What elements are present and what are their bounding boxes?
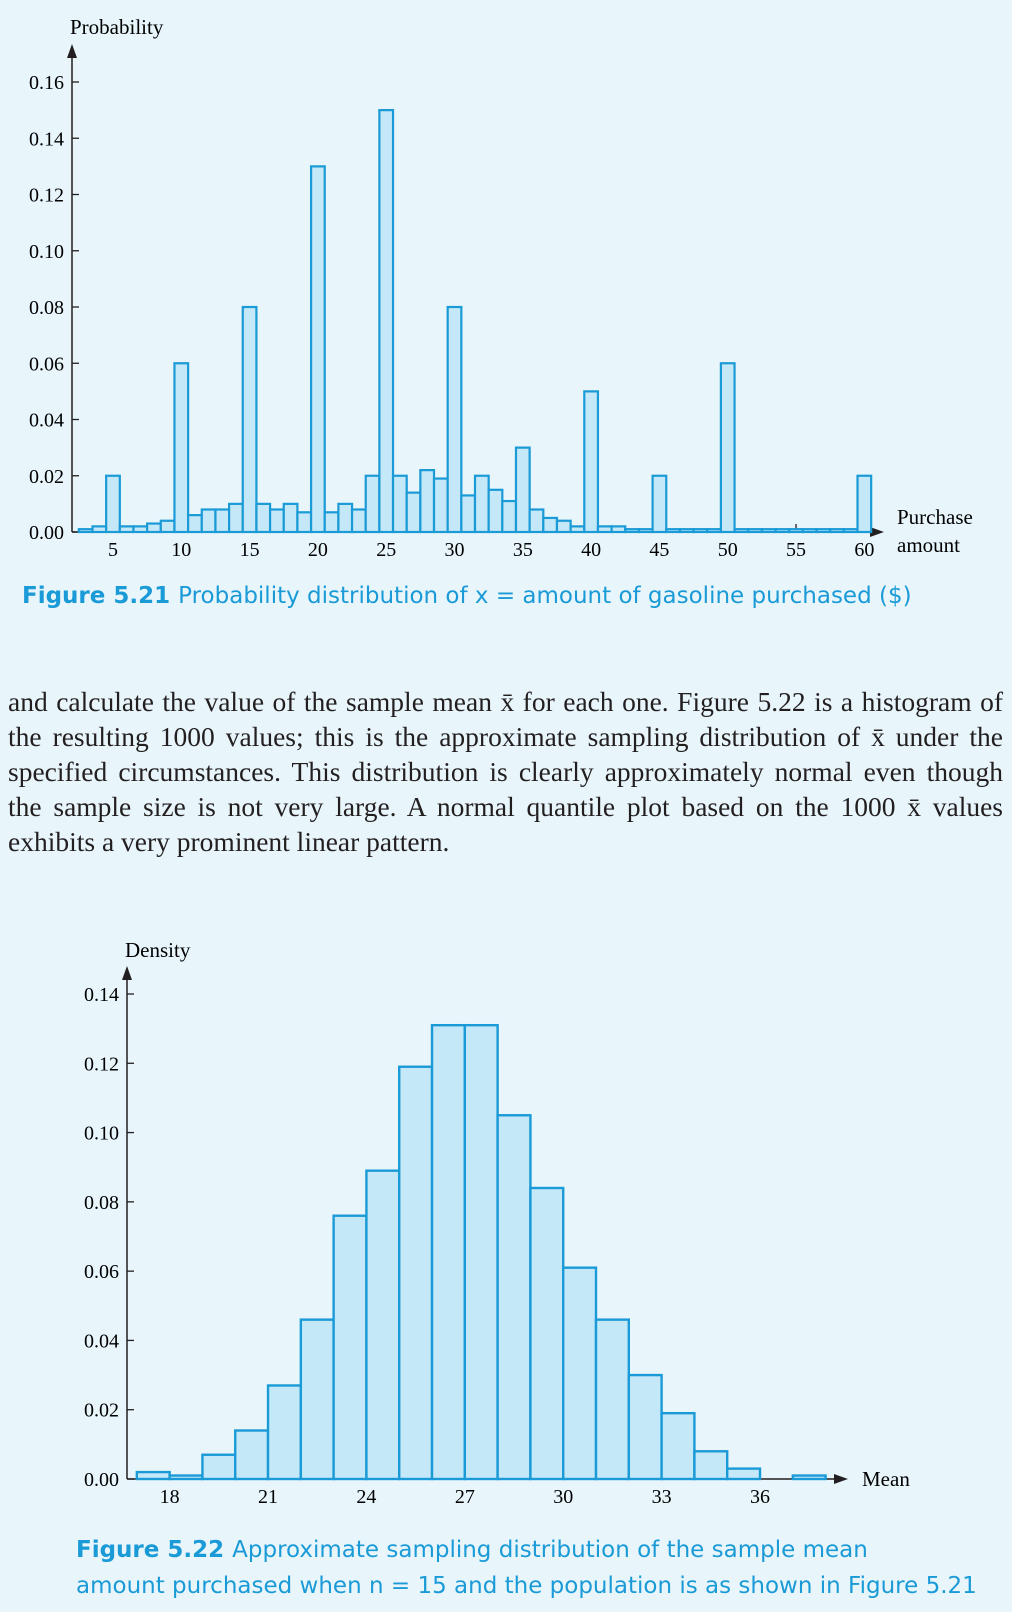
chart1-bar — [748, 529, 762, 532]
chart1-y-tick-label: 0.08 — [29, 297, 64, 319]
chart2-bar — [334, 1216, 367, 1479]
chart1-bar — [393, 476, 407, 532]
chart1-y-axis-arrow — [67, 44, 77, 58]
chart1-bar — [92, 526, 106, 532]
chart1-x-tick-label: 25 — [376, 539, 397, 561]
chart2-bar — [170, 1476, 203, 1479]
chart2-bar — [727, 1469, 760, 1479]
chart2-x-tick-label: 30 — [553, 1486, 574, 1508]
chart1-bar — [666, 529, 680, 532]
chart1-x-tick-label: 15 — [239, 539, 260, 561]
chart1-x-axis-label-line1: Purchase — [897, 505, 973, 529]
chart2-bar — [596, 1320, 629, 1479]
chart2-x-tick-label: 27 — [454, 1486, 475, 1508]
chart2-bar — [235, 1431, 268, 1480]
chart1-bar — [311, 166, 325, 532]
chart1-bar — [202, 510, 216, 533]
chart2-bar — [432, 1025, 465, 1479]
chart1-bar — [256, 504, 270, 532]
chart1-x-tick-label: 55 — [786, 539, 807, 561]
figure-5-22-caption-text-line2: amount purchased when n = 15 and the population is as shown in Figure 5.21 — [76, 1573, 977, 1599]
probability-distribution-chart — [0, 0, 1012, 570]
chart2-y-tick-label: 0.14 — [84, 984, 119, 1006]
chart1-bar — [762, 529, 776, 532]
chart1-bar — [407, 493, 421, 532]
chart1-bar — [229, 504, 243, 532]
chart1-bar — [735, 529, 749, 532]
chart2-bar — [563, 1268, 596, 1479]
chart2-y-axis-label: Density — [125, 938, 191, 962]
chart1-bar — [188, 515, 202, 532]
chart1-bar — [694, 529, 708, 532]
chart1-x-tick-label: 5 — [107, 539, 118, 561]
chart2-bar — [793, 1476, 826, 1479]
chart1-y-tick-label: 0.00 — [29, 522, 64, 544]
chart2-bar — [202, 1455, 235, 1479]
chart2-bar — [498, 1115, 531, 1479]
chart2-bar — [694, 1451, 727, 1479]
chart1-bar — [543, 518, 557, 532]
chart2-bar — [268, 1385, 301, 1479]
chart2-y-tick-label: 0.06 — [84, 1261, 119, 1284]
chart2-bar — [399, 1067, 432, 1479]
figure-5-21-caption-text: Probability distribution of x = amount of gasoline purchased ($) — [178, 583, 912, 609]
chart1-bar — [106, 476, 120, 532]
chart1-bar — [448, 307, 462, 532]
chart1-bar — [243, 307, 257, 532]
chart1-y-tick-label: 0.06 — [29, 353, 64, 376]
chart2-bar — [629, 1375, 662, 1479]
chart1-x-tick-label: 50 — [717, 539, 738, 561]
chart1-y-tick-label: 0.04 — [29, 409, 64, 432]
chart1-bar — [147, 524, 161, 532]
chart1-x-tick-label: 35 — [512, 539, 533, 561]
chart1-bar — [707, 529, 721, 532]
chart1-bar — [79, 529, 93, 532]
chart1-x-tick-label: 45 — [649, 539, 670, 561]
chart1-bar — [352, 510, 366, 533]
figure-5-21-label: Figure 5.21 — [22, 583, 171, 609]
chart1-bar — [653, 476, 667, 532]
chart1-bar — [366, 476, 380, 532]
chart2-y-axis-arrow — [122, 966, 132, 980]
chart1-bar — [858, 476, 872, 532]
chart2-x-tick-label: 18 — [159, 1486, 180, 1508]
chart1-bar — [215, 510, 229, 533]
chart2-x-tick-label: 33 — [651, 1486, 672, 1508]
chart1-x-tick-label: 30 — [444, 539, 465, 561]
chart2-bar — [366, 1171, 399, 1479]
body-paragraph: and calculate the value of the sample mean x̄ for each one. Figure 5.22 is a histogram of the resulting 1000 values; this is the approximate sampling distribution of x̄ under the specified circumstances. This distribution is clearly approximately normal even though the sample size is not very large. A normal quantile plot based on the 1000 x̄ values exhibits a very prominent linear pattern. — [8, 686, 1003, 857]
chart1-bar — [639, 529, 653, 532]
chart2-x-axis-arrow — [834, 1474, 848, 1484]
chart1-x-tick-label: 10 — [171, 539, 192, 561]
chart1-bar — [338, 504, 352, 532]
chart2-x-tick-label: 24 — [356, 1486, 377, 1508]
chart1-bar — [557, 521, 571, 532]
chart1-bar — [803, 529, 817, 532]
chart1-bar — [174, 363, 188, 532]
chart1-x-axis-label-line2: amount — [897, 533, 960, 557]
chart1-bar — [516, 448, 530, 532]
chart1-x-tick-label: 20 — [307, 539, 328, 561]
figure-5-22-caption — [76, 1532, 977, 1604]
chart1-x-tick-label: 60 — [854, 539, 875, 561]
chart1-bar — [789, 529, 803, 532]
chart2-x-axis-label: Mean — [862, 1467, 910, 1491]
sampling-distribution-chart — [0, 930, 1012, 1510]
chart1-bar — [612, 526, 626, 532]
chart1-bar — [475, 476, 489, 532]
chart2-y-tick-label: 0.08 — [84, 1191, 119, 1214]
chart1-bar — [120, 526, 134, 532]
chart2-y-tick-label: 0.04 — [84, 1330, 119, 1353]
figure-5-22-caption-line1 — [76, 1532, 977, 1568]
chart2-bar — [530, 1188, 563, 1479]
chart1-bar — [625, 529, 639, 532]
chart1-bar — [489, 490, 503, 532]
chart2-x-tick-label: 36 — [750, 1486, 771, 1508]
chart2-bar — [137, 1472, 170, 1479]
chart2-bar — [301, 1320, 334, 1479]
chart2-y-tick-label: 0.00 — [84, 1469, 119, 1491]
chart1-bar — [270, 510, 284, 533]
chart1-bar — [325, 512, 339, 532]
chart1-bar — [721, 363, 735, 532]
chart1-bar — [284, 504, 298, 532]
chart2-x-tick-label: 21 — [258, 1486, 279, 1508]
chart2-bar — [662, 1413, 695, 1479]
chart1-bar — [502, 501, 516, 532]
chart1-bar — [817, 529, 831, 532]
chart1-bar — [420, 470, 434, 532]
chart1-bar — [584, 391, 598, 532]
chart1-y-tick-label: 0.14 — [29, 128, 64, 151]
chart1-bar — [297, 512, 311, 532]
chart2-y-tick-label: 0.02 — [84, 1399, 119, 1422]
chart1-y-tick-label: 0.12 — [29, 184, 64, 207]
chart1-bar — [776, 529, 790, 532]
figure-5-22-caption-text-line1: Approximate sampling distribution of the sample mean — [232, 1537, 868, 1563]
chart2-y-tick-label: 0.12 — [84, 1053, 119, 1076]
figure-5-21-caption — [22, 583, 912, 609]
chart1-y-tick-label: 0.16 — [29, 72, 64, 94]
chart1-bar — [434, 479, 448, 532]
chart1-bar — [133, 526, 147, 532]
chart1-bar — [844, 529, 858, 532]
chart1-y-tick-label: 0.02 — [29, 465, 64, 488]
chart1-bar — [830, 529, 844, 532]
chart1-bar — [461, 495, 475, 532]
chart1-bar — [379, 110, 393, 532]
chart1-bar — [571, 526, 585, 532]
chart2-bar — [465, 1025, 498, 1479]
chart1-x-tick-label: 40 — [581, 539, 602, 561]
chart1-bar — [598, 526, 612, 532]
chart2-y-tick-label: 0.10 — [84, 1122, 119, 1145]
chart1-bar — [530, 510, 544, 533]
chart1-y-tick-label: 0.10 — [29, 240, 64, 263]
chart1-bar — [161, 521, 175, 532]
figure-5-22-label: Figure 5.22 — [76, 1537, 225, 1563]
chart1-y-axis-label: Probability — [70, 15, 164, 39]
chart1-bar — [680, 529, 694, 532]
